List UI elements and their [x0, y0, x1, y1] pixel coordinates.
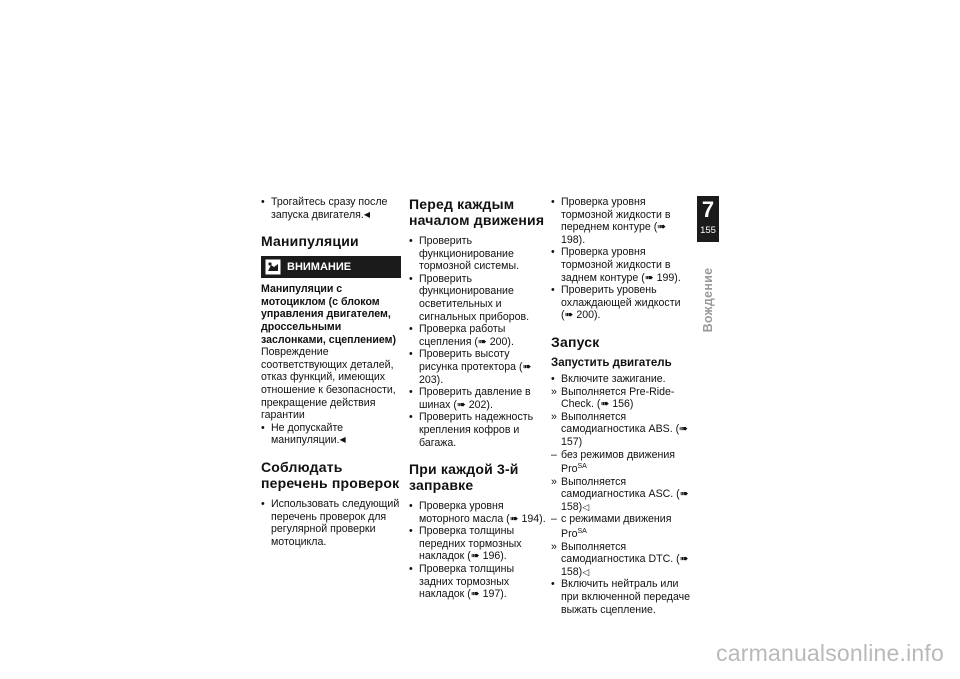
list-item: • Трогайтесь сразу после запуска двигателя.◀	[261, 196, 401, 221]
open-end-mark-icon: ◁	[582, 566, 590, 577]
list-item: • Проверить высоту рисунка протектора (➠ 203).	[409, 348, 549, 386]
condition-item: – без режимов движения Pro$^{SA}$	[551, 449, 691, 476]
list-item: • Проверить надежность крепления кофров и багажа.	[409, 411, 549, 449]
list-item: • Включить нейтраль или при включенной передаче выжать сцепление.	[551, 578, 691, 616]
warning-bar	[261, 256, 401, 278]
heading-third-refuel: При каждой 3-й заправке	[409, 461, 519, 494]
watermark: carmanualsonline.info	[716, 640, 944, 666]
list-item: • Не допускайте манипуляции.◀	[261, 422, 401, 447]
list-item: • Проверка работы сцепления (➠ 200).	[409, 323, 549, 348]
column-1	[261, 196, 401, 548]
result-item: » Выполняется Pre-Ride-Check. (➠ 156)	[551, 386, 691, 411]
list-item: • Проверка толщины задних тормозных накладок (➠ 197).	[409, 563, 549, 601]
heading-start-engine: Запустить двигатель	[551, 356, 672, 369]
warning-label: ВНИМАНИЕ	[287, 260, 352, 273]
list-item: • Включите зажигание.	[551, 373, 691, 386]
list-item: • Проверить уровень охлаждающей жидкости (➠ 200).	[551, 284, 691, 322]
column-3	[551, 196, 691, 616]
heading-checklist: Соблюдать перечень проверок	[261, 458, 400, 491]
list-item: • Проверить давление в шинах (➠ 202).	[409, 386, 549, 411]
end-mark-icon: ◀	[339, 435, 346, 445]
warning-text: Повреждение соответствующих деталей, отказ функций, имеющих отношение к безопасности, прекращение действия гарантии	[261, 346, 396, 422]
list-item: • Проверка уровня тормозной жидкости в переднем контуре (➠ 198).	[551, 196, 691, 246]
list-item: • Использовать следующий перечень проверок для регулярной проверки мотоцикла.	[261, 498, 401, 548]
heading-before-ride: Перед каждым началом движения	[409, 196, 545, 228]
result-item: » Выполняется самодиагностика DTC. (➠ 158)◁	[551, 541, 691, 579]
list-item: • Проверка уровня тормозной жидкости в заднем контуре (➠ 199).	[551, 246, 691, 284]
chapter-number: 7	[701, 197, 715, 222]
column-2	[409, 196, 549, 601]
warning-title: Манипуляции с мотоциклом (с блоком управления двигателем, дроссельными заслонками, сцеплением)	[261, 283, 397, 346]
heading-manipulations: Манипуляции	[261, 233, 359, 250]
result-item: » Выполняется самодиагностика ABS. (➠ 157)	[551, 411, 691, 449]
page-number: 155	[700, 225, 716, 236]
list-item: • Проверить функционирование осветительных и сигнальных приборов.	[409, 273, 549, 323]
open-end-mark-icon: ◁	[582, 501, 590, 512]
result-item: » Выполняется самодиагностика ASC. (➠ 158)◁	[551, 476, 691, 514]
warning-icon	[265, 259, 281, 275]
condition-item: – с режимами движения Pro$^{SA}$	[551, 513, 691, 540]
list-item: • Проверка уровня моторного масла (➠ 194).	[409, 500, 549, 525]
section-label: Вождение	[701, 267, 715, 333]
end-mark-icon: ◀	[363, 209, 370, 219]
heading-start: Запуск	[551, 333, 600, 350]
list-item: • Проверка толщины передних тормозных накладок (➠ 196).	[409, 525, 549, 563]
list-item: • Проверить функционирование тормозной системы.	[409, 235, 549, 273]
